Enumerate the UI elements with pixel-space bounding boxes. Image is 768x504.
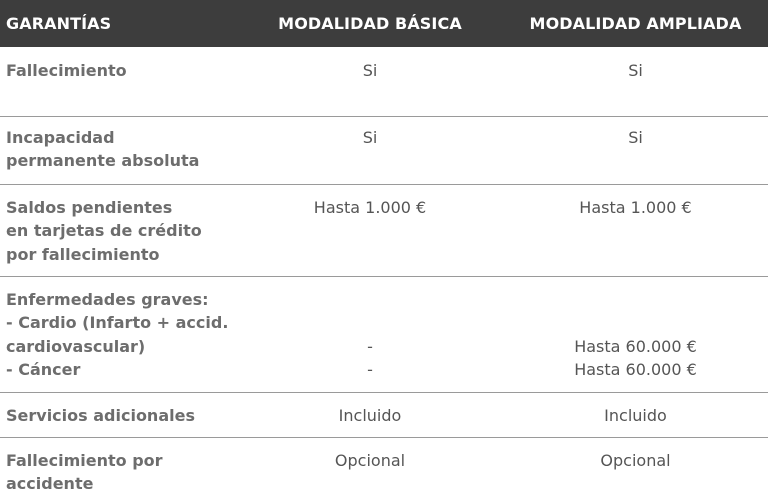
cell-basica (237, 276, 503, 392)
row-label-line: - Cardio (Infarto + accid. (6, 313, 229, 332)
header-garantias: GARANTÍAS (0, 0, 237, 47)
row-label-incapacidad (0, 116, 237, 184)
table-row (0, 116, 768, 184)
cell-value (503, 311, 768, 335)
row-label-line: accidente (6, 474, 94, 493)
cell-basica (237, 437, 503, 501)
cell-value: Incluido (604, 405, 667, 425)
cell-value: Opcional (334, 450, 406, 470)
cell-ampliada (503, 437, 768, 501)
row-label-line: Servicios adicionales (6, 405, 195, 425)
header-modalidad-ampliada: MODALIDAD AMPLIADA (503, 0, 768, 47)
cell-value: Si (628, 61, 643, 80)
cell-value: Hasta 60.000 € (574, 360, 697, 379)
cell-value: - (367, 336, 373, 356)
cell-ampliada (503, 47, 768, 116)
row-label-enfermedades (0, 276, 237, 392)
row-label-saldos (0, 184, 237, 276)
row-label-line: Incapacidad (6, 127, 115, 147)
row-label-line: cardiovascular) (6, 336, 146, 356)
cell-basica (237, 184, 503, 276)
table-row (0, 184, 768, 276)
row-label-fallecimiento (0, 47, 237, 116)
table-row (0, 437, 768, 501)
cell-value: Hasta 60.000 € (574, 336, 697, 356)
row-label-line: Fallecimiento por (6, 450, 163, 470)
row-label-line: en tarjetas de crédito (6, 221, 202, 240)
cell-value: Si (362, 127, 378, 147)
cell-ampliada (503, 276, 768, 392)
cell-ampliada (503, 392, 768, 437)
cell-value (237, 311, 503, 335)
row-label-line: - Cáncer (6, 360, 81, 379)
table-row (0, 276, 768, 392)
cell-basica (237, 116, 503, 184)
cell-value: Hasta 1.000 € (313, 197, 427, 217)
header-modalidad-basica: MODALIDAD BÁSICA (237, 0, 503, 47)
cell-basica (237, 392, 503, 437)
cell-value: Si (362, 61, 378, 80)
row-label-fallecimiento-accidente (0, 437, 237, 501)
cell-ampliada (503, 184, 768, 276)
cell-value: Opcional (600, 450, 671, 470)
cell-basica (237, 47, 503, 116)
row-label-servicios (0, 392, 237, 437)
row-label-line: Saldos pendientes (6, 197, 173, 217)
table-row (0, 47, 768, 116)
cell-value: Incluido (338, 405, 402, 425)
row-label-line: por fallecimiento (6, 244, 160, 264)
table-header-row (0, 0, 768, 47)
table-row (0, 392, 768, 437)
cell-ampliada (503, 116, 768, 184)
row-label-line: permanente absoluta (6, 151, 200, 170)
cell-value: Si (628, 127, 643, 147)
cell-value: - (367, 360, 373, 379)
cell-value: Hasta 1.000 € (579, 197, 692, 217)
row-label-line: Enfermedades graves: (6, 289, 209, 309)
cell-value (237, 288, 503, 312)
cell-value (503, 288, 768, 312)
row-label-line: Fallecimiento (6, 61, 127, 80)
